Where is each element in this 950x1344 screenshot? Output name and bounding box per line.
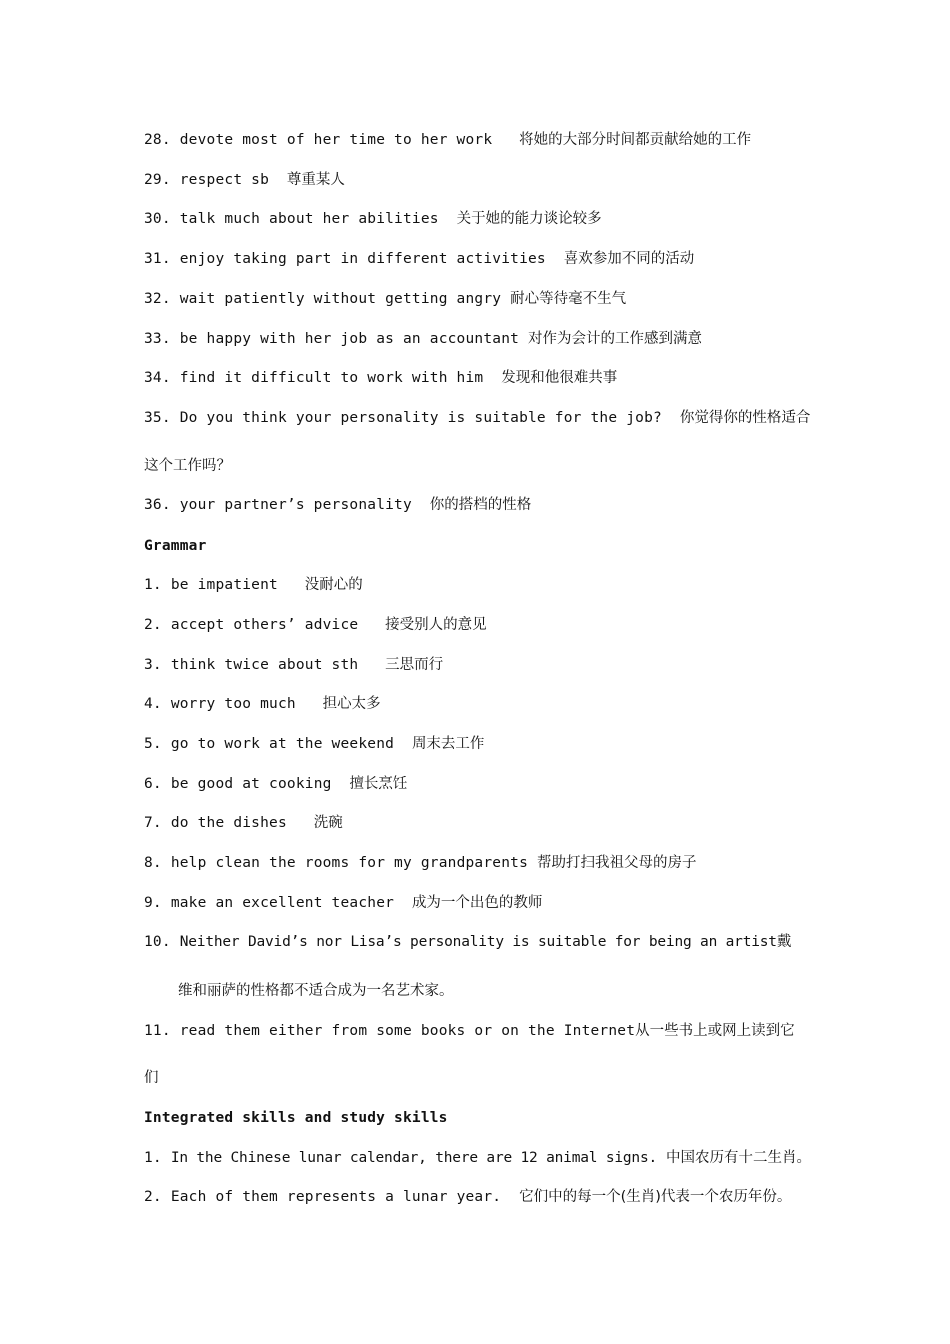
english-phrase: enjoy taking part in different activities [179, 251, 546, 267]
english-phrase: Each of them represents a lunar year. [170, 1189, 502, 1205]
item-number: 2. [144, 1189, 162, 1205]
chinese-translation: 发现和他很难共事 [501, 370, 618, 386]
item-number: 28. [144, 132, 171, 148]
item-number: 9. [144, 895, 162, 911]
chinese-translation: 中国农历有十二生肖。 [665, 1150, 811, 1166]
chinese-translation: 喜欢参加不同的活动 [563, 251, 695, 267]
chinese-translation: 对作为会计的工作感到满意 [528, 331, 703, 347]
vocab-item-35-continuation [144, 455, 824, 477]
chinese-translation: 尊重某人 [286, 172, 345, 188]
english-phrase: accept others’ advice [170, 617, 359, 633]
item-number: 8. [144, 855, 162, 871]
chinese-translation: 这个工作吗？ [144, 458, 231, 474]
grammar-item-2 [144, 614, 824, 636]
vocab-item-28 [144, 129, 824, 151]
grammar-item-5 [144, 733, 824, 755]
vocab-item-32 [144, 288, 824, 310]
grammar-item-7 [144, 812, 824, 834]
item-number: 36. [144, 497, 171, 513]
grammar-item-3 [144, 654, 824, 676]
chinese-translation: 维和丽萨的性格都不适合成为一名艺术家。 [178, 983, 454, 999]
grammar-item-10-continuation [178, 980, 858, 1002]
chinese-translation: 接受别人的意见 [385, 617, 487, 633]
chinese-translation: 没耐心的 [304, 577, 363, 593]
english-phrase: talk much about her abilities [179, 211, 439, 227]
english-phrase: wait patiently without getting angry [179, 291, 502, 307]
english-phrase: help clean the rooms for my grandparents [170, 855, 529, 871]
item-number: 30. [144, 211, 171, 227]
item-number: 32. [144, 291, 171, 307]
vocab-item-30 [144, 208, 824, 230]
vocab-item-36 [144, 494, 824, 516]
chinese-translation: 戴 [776, 934, 792, 950]
vocab-item-34 [144, 367, 824, 389]
item-number: 11. [144, 1023, 171, 1039]
skills-heading: Integrated skills and study skills [144, 1110, 448, 1126]
item-number: 29. [144, 172, 171, 188]
chinese-translation: 擅长烹饪 [349, 776, 408, 792]
grammar-item-6 [144, 773, 824, 795]
english-phrase: find it difficult to work with him [179, 370, 484, 386]
chinese-translation: 从一些书上或网上读到它 [635, 1023, 795, 1039]
english-phrase: be impatient [170, 577, 278, 593]
vocab-item-29 [144, 169, 824, 191]
chinese-translation: 洗碗 [313, 815, 343, 831]
item-number: 3. [144, 657, 162, 673]
grammar-item-11 [144, 1020, 824, 1042]
chinese-translation: 你的搭档的性格 [429, 497, 532, 513]
english-phrase: worry too much [170, 696, 296, 712]
english-phrase: be happy with her job as an accountant [179, 331, 520, 347]
vocab-item-31 [144, 248, 824, 270]
vocab-item-33 [144, 328, 824, 350]
vocab-item-35 [144, 407, 824, 429]
grammar-item-11-continuation [144, 1067, 824, 1089]
item-number: 35. [144, 410, 171, 426]
chinese-translation: 担心太多 [322, 696, 381, 712]
english-phrase: Neither David’s nor Lisa’s personality is suitable for being an artist [179, 934, 777, 950]
item-number: 31. [144, 251, 171, 267]
item-number: 33. [144, 331, 171, 347]
english-phrase: respect sb [179, 172, 270, 188]
english-phrase: Do you think your personality is suitable for the job? [179, 410, 662, 426]
chinese-translation: 们 [144, 1070, 159, 1086]
chinese-translation: 耐心等待毫不生气 [510, 291, 627, 307]
grammar-item-9 [144, 892, 824, 914]
english-phrase: do the dishes [170, 815, 287, 831]
chinese-translation: 三思而行 [385, 657, 444, 673]
item-number: 4. [144, 696, 162, 712]
grammar-heading: Grammar [144, 538, 207, 554]
item-number: 6. [144, 776, 162, 792]
grammar-item-10 [144, 931, 824, 953]
skills-item-1 [144, 1147, 824, 1169]
item-number: 5. [144, 736, 162, 752]
item-number: 2. [144, 617, 162, 633]
chinese-translation: 你觉得你的性格适合 [679, 410, 811, 426]
english-phrase: be good at cooking [170, 776, 332, 792]
chinese-translation: 成为一个出色的教师 [411, 895, 543, 911]
grammar-item-4 [144, 693, 824, 715]
english-phrase: go to work at the weekend [170, 736, 395, 752]
chinese-translation: 它们中的每一个(生肖)代表一个农历年份。 [519, 1189, 792, 1205]
item-number: 1. [144, 577, 162, 593]
chinese-translation: 周末去工作 [411, 736, 485, 752]
english-phrase: make an excellent teacher [170, 895, 395, 911]
item-number: 10. [144, 934, 171, 950]
grammar-item-1 [144, 574, 824, 596]
english-phrase: read them either from some books or on the Internet [179, 1023, 636, 1039]
item-number: 7. [144, 815, 162, 831]
english-phrase: your partner’s personality [179, 497, 412, 513]
grammar-item-8 [144, 852, 824, 874]
english-phrase: In the Chinese lunar calendar, there are 12 animal signs. [170, 1150, 658, 1166]
chinese-translation: 关于她的能力谈论较多 [456, 211, 602, 227]
chinese-translation: 将她的大部分时间都贡献给她的工作 [519, 132, 752, 148]
english-phrase: devote most of her time to her work [179, 132, 493, 148]
item-number: 34. [144, 370, 171, 386]
english-phrase: think twice about sth [170, 657, 359, 673]
item-number: 1. [144, 1150, 162, 1166]
skills-item-2 [144, 1186, 824, 1208]
chinese-translation: 帮助打扫我祖父母的房子 [536, 855, 697, 871]
